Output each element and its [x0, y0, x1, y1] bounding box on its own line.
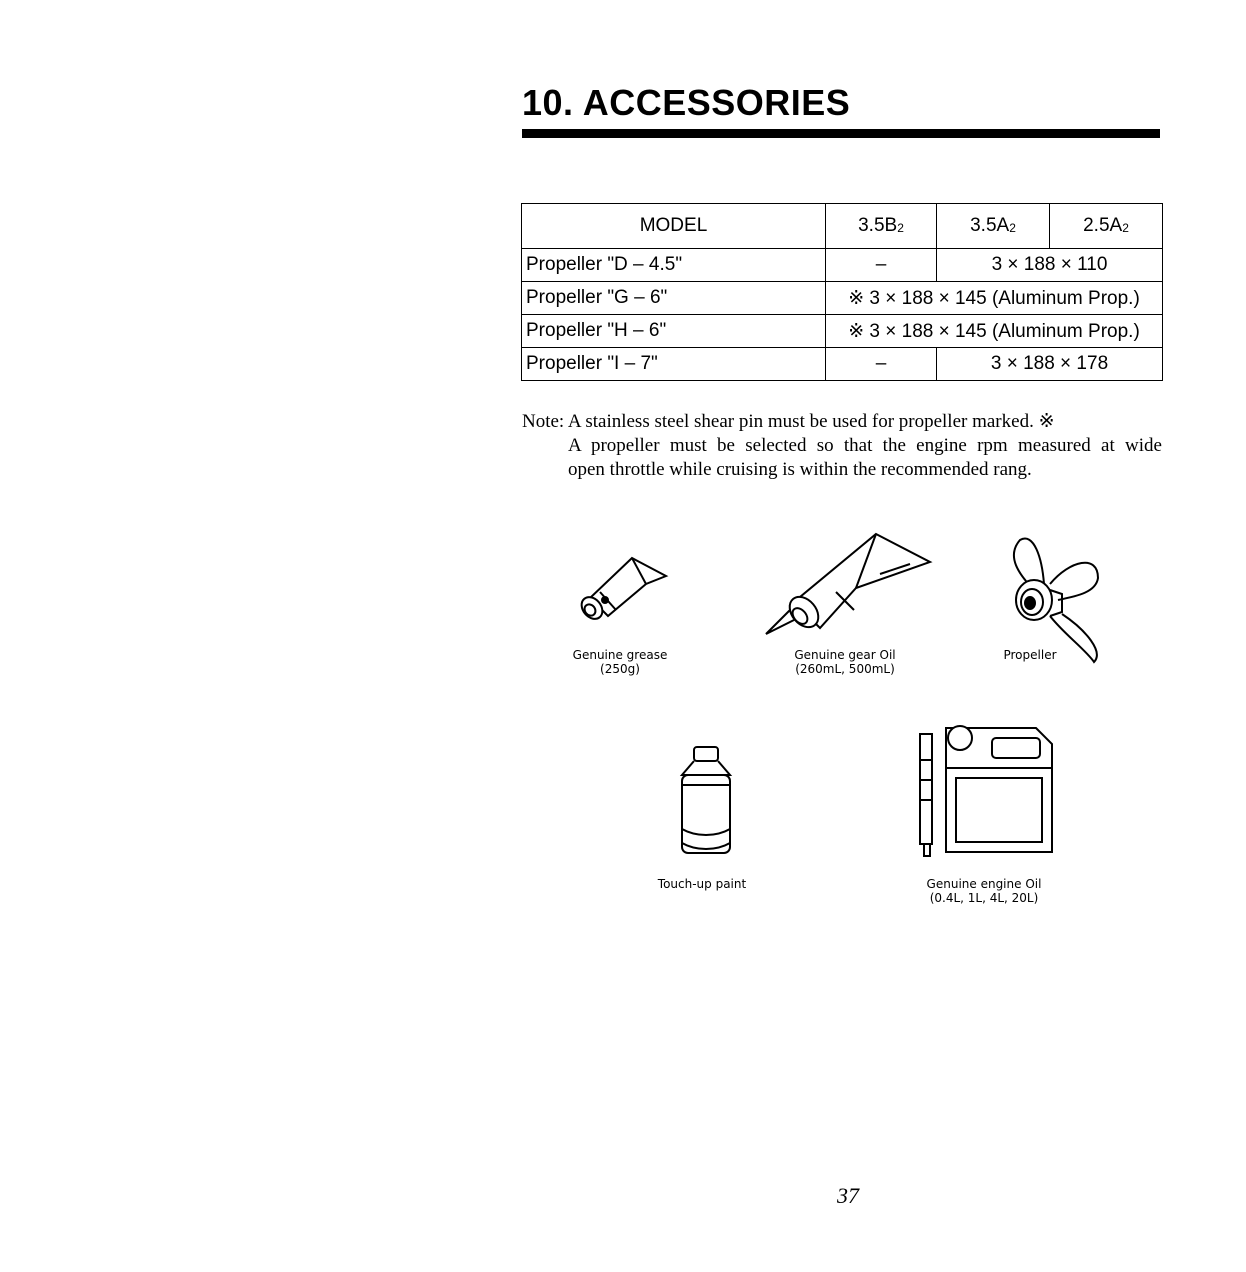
engine-oil-caption	[914, 877, 1054, 905]
header-2-5a2-sub: 2	[1122, 221, 1129, 235]
gear-oil-caption-detail: (260mL, 500mL)	[795, 662, 895, 676]
header-model: MODEL	[522, 204, 826, 249]
title-rule	[522, 129, 1160, 138]
header-2-5a2-label: 2.5A	[1083, 215, 1123, 236]
header-3-5b2-sub: 2	[897, 221, 904, 235]
row-cell-span-all: ※ 3 × 188 × 145 (Aluminum Prop.)	[826, 315, 1163, 348]
grease-caption-name: Genuine grease	[572, 648, 668, 662]
gear-oil-caption-name: Genuine gear Oil	[794, 648, 896, 662]
row-cell: –	[826, 249, 937, 282]
row-cell: –	[826, 348, 937, 381]
note-block	[522, 410, 1162, 482]
grease-tube-illustration	[570, 550, 680, 630]
row-label: Propeller "D – 4.5"	[522, 249, 826, 282]
table-row	[522, 348, 1163, 381]
engine-oil-jug-illustration	[916, 720, 1061, 865]
note-line-2: A propeller must be selected so that the engine rpm measured at wide	[568, 435, 1162, 456]
grease-caption-detail: (250g)	[600, 662, 640, 676]
header-2-5a2	[1050, 204, 1163, 249]
row-cell-span-all: ※ 3 × 188 × 145 (Aluminum Prop.)	[826, 282, 1163, 315]
table-row	[522, 315, 1163, 348]
table-header-row	[522, 204, 1163, 249]
row-cell-merged: 3 × 188 × 110	[937, 249, 1163, 282]
propeller-caption	[990, 648, 1070, 662]
engine-oil-caption-name: Genuine engine Oil	[926, 877, 1042, 891]
paint-can-illustration	[676, 745, 736, 860]
note-line-3: open throttle while cruising is within the recommended rang.	[568, 459, 1032, 480]
grease-caption	[558, 648, 682, 676]
row-cell-merged: 3 × 188 × 178	[937, 348, 1163, 381]
header-3-5a2	[937, 204, 1050, 249]
row-label: Propeller "H – 6"	[522, 315, 826, 348]
gear-oil-tube-illustration	[760, 532, 950, 642]
paint-caption	[640, 877, 764, 891]
gear-oil-caption	[780, 648, 910, 676]
table-row	[522, 282, 1163, 315]
header-3-5a2-sub: 2	[1009, 221, 1016, 235]
propeller-illustration	[1000, 534, 1110, 664]
page-number: 37	[837, 1183, 859, 1208]
note-line-1: Note: A stainless steel shear pin must be used for propeller marked. ※	[522, 411, 1055, 432]
propeller-table	[521, 203, 1163, 381]
paint-caption-name: Touch-up paint	[657, 877, 747, 891]
row-label: Propeller "G – 6"	[522, 282, 826, 315]
header-3-5b2	[826, 204, 937, 249]
engine-oil-caption-detail: (0.4L, 1L, 4L, 20L)	[929, 891, 1039, 905]
header-3-5b2-label: 3.5B	[858, 215, 898, 236]
section-title: 10. ACCESSORIES	[522, 82, 851, 123]
header-3-5a2-label: 3.5A	[970, 215, 1010, 236]
propeller-caption-name: Propeller	[1003, 648, 1057, 662]
row-label: Propeller "I – 7"	[522, 348, 826, 381]
table-row	[522, 249, 1163, 282]
